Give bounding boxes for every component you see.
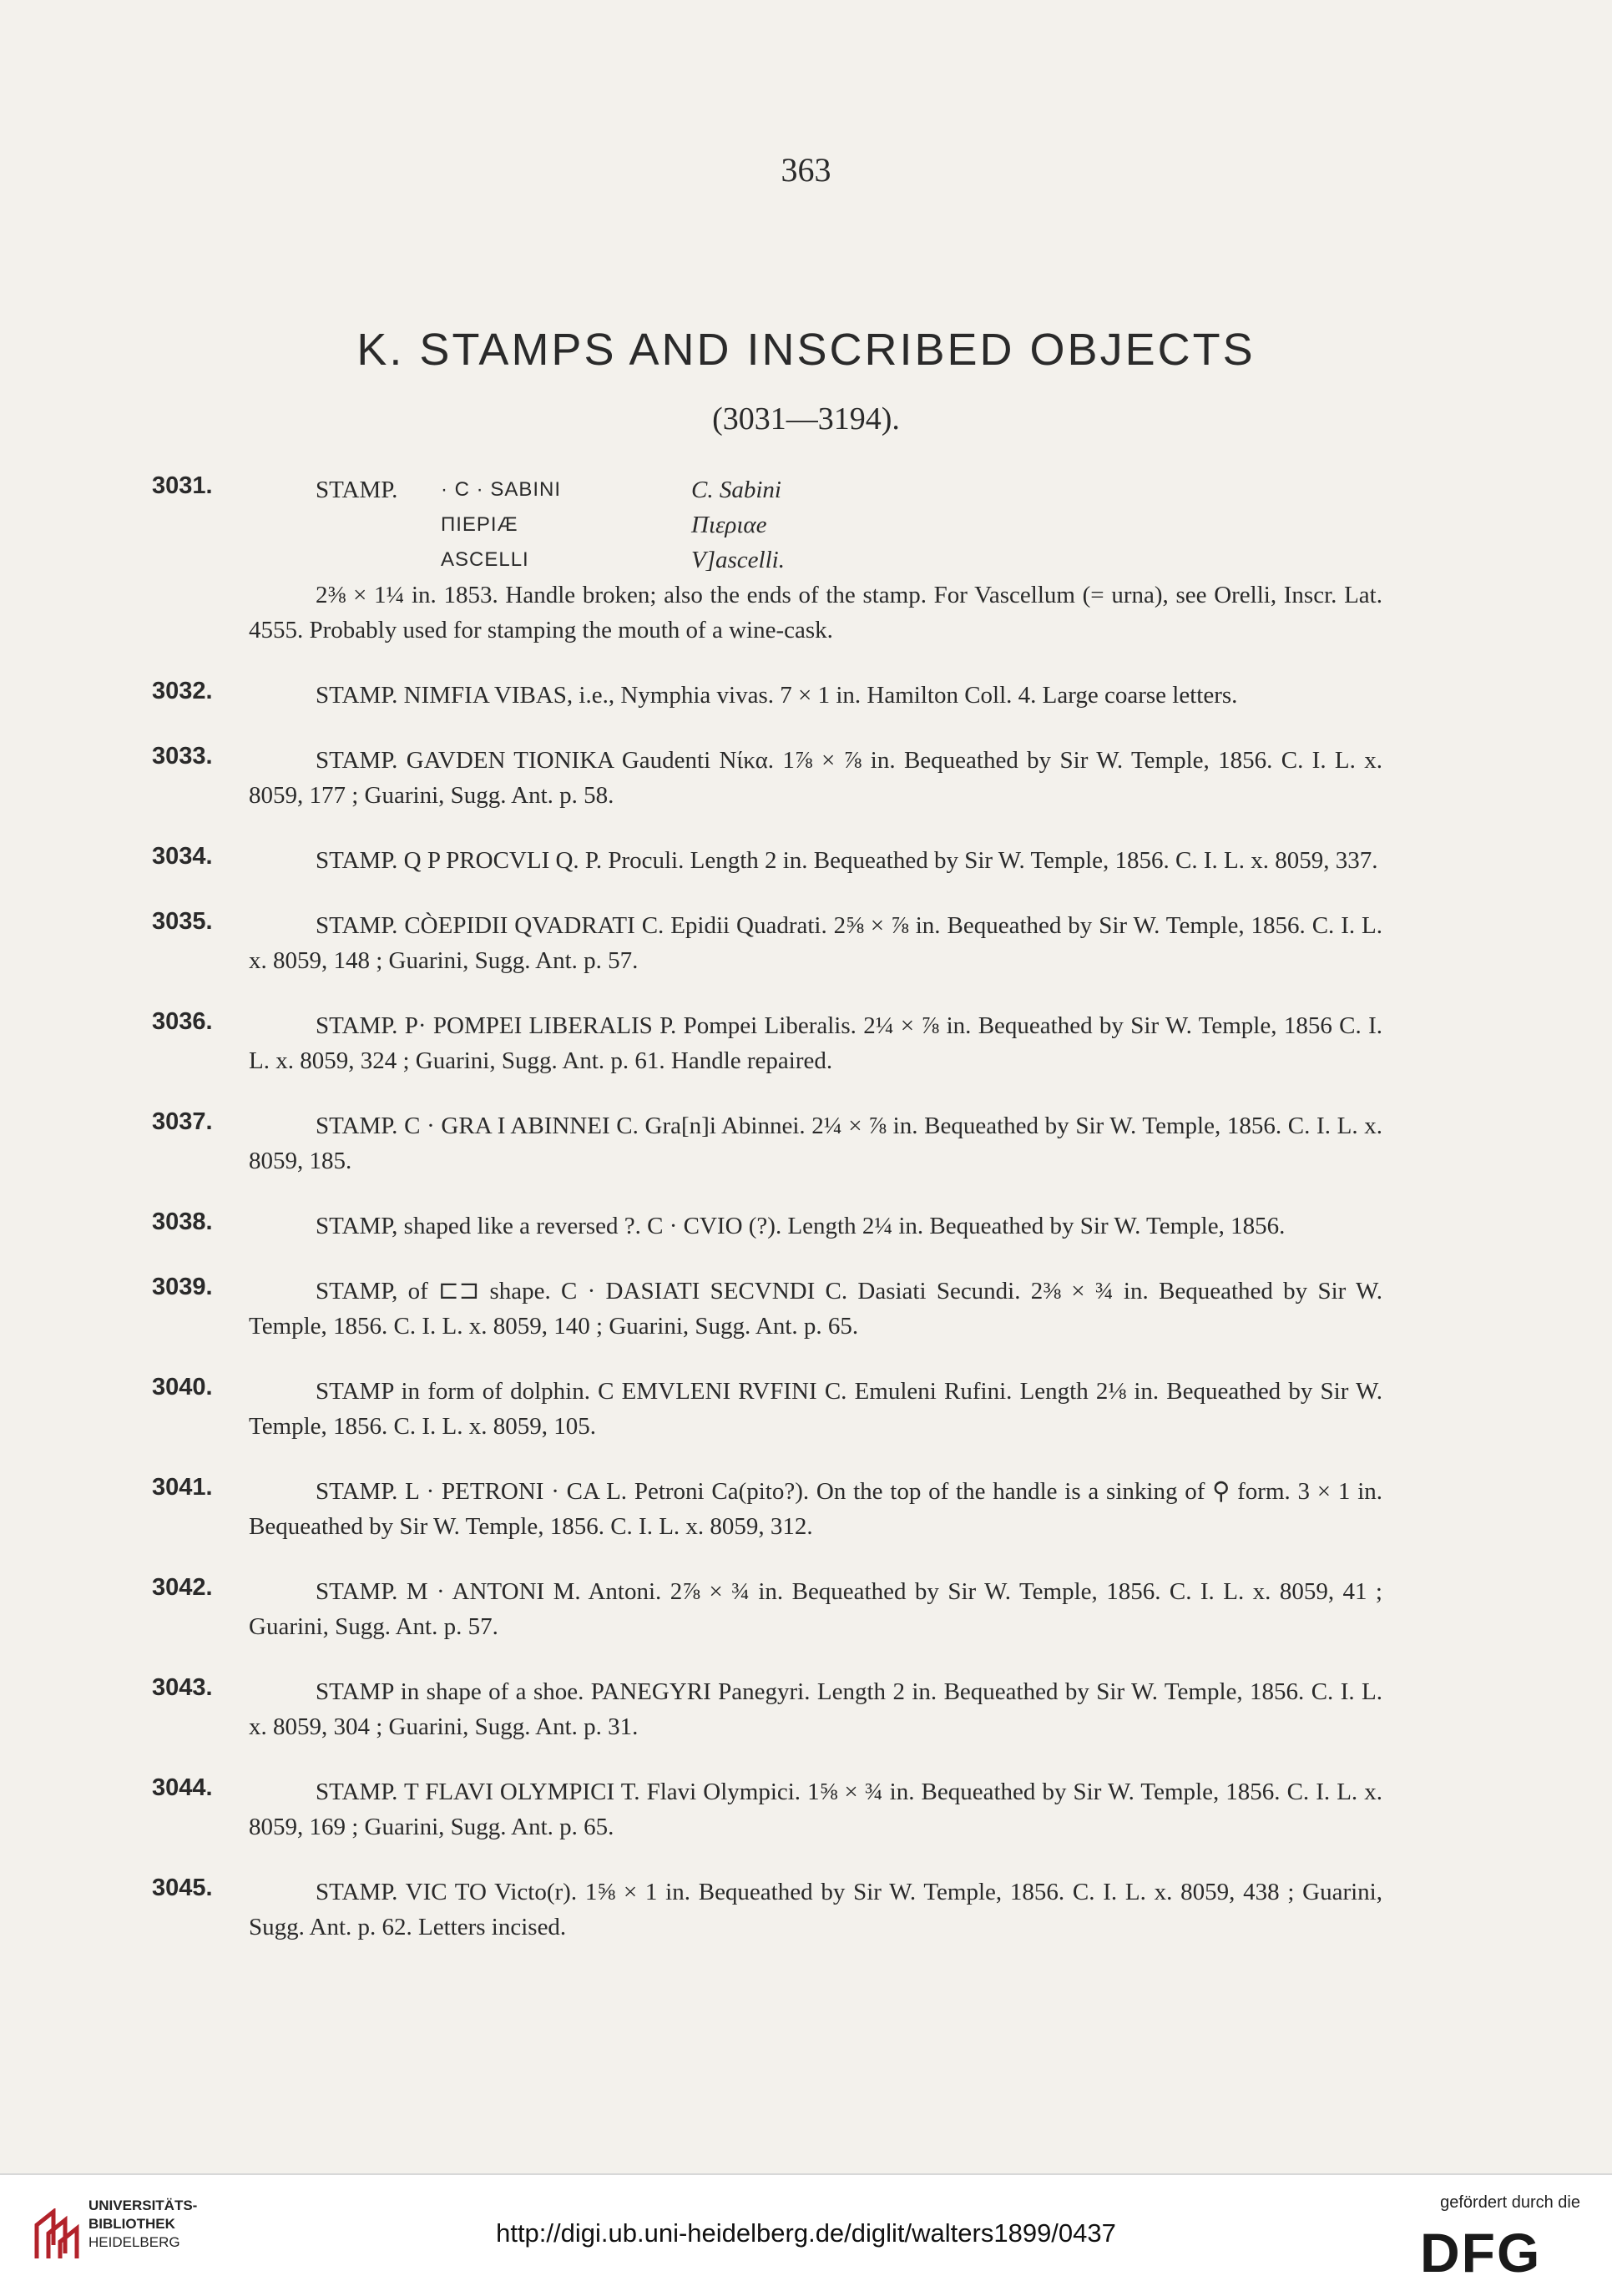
entry-text: STAMP. VIC TO Victo(r). 1⅝ × 1 in. Bequeathed by Sir W. Temple, 1856. C. I. L. x. 8059, 438 ; Guarini, Sugg. Ant. p. 62. Letters incised.	[249, 1879, 1382, 1940]
dfg-logo-text: DFG	[1420, 2222, 1542, 2280]
entry-text: STAMP. L · PETRONI · CA L. Petroni Ca(pito?). On the top of the handle is a sinking of ⚲ form. 3 × 1 in. Bequeathed by Sir W. Temple, 1856. C. I. L. x. 8059, 312.	[249, 1478, 1382, 1540]
library-name-line: UNIVERSITÄTS-	[88, 2198, 198, 2213]
entry-number: 3038.	[152, 1209, 213, 1235]
entry-text: STAMP. GAVDEN TIONIKA Gaudenti Nίκα. 1⅞ × ⅞ in. Bequeathed by Sir W. Temple, 1856. C. I. L. x. 8059, 177 ; Guarini, Sugg. Ant. p. 58.	[249, 747, 1382, 809]
entry-3044	[0, 1774, 1612, 1844]
stamp-inscription: ASCELLI	[441, 548, 529, 571]
stamp-reading: V]ascelli.	[691, 547, 785, 573]
entry-3038	[0, 1209, 1612, 1244]
entry-number: 3037.	[152, 1108, 213, 1135]
entry-3036	[0, 1008, 1612, 1078]
entry-text: STAMP. C · GRA I ABINNEI C. Gra[n]i Abinnei. 2¼ × ⅞ in. Bequeathed by Sir W. Temple, 1856. C. I. L. x. 8059, 185.	[249, 1113, 1382, 1174]
entry-3041	[0, 1474, 1612, 1544]
entry-number: 3033.	[152, 743, 213, 770]
entry-number: 3039.	[152, 1274, 213, 1300]
entry-number: 3036.	[152, 1008, 213, 1035]
library-name-line: BIBLIOTHEK	[88, 2216, 175, 2232]
entry-number: 3031.	[152, 472, 213, 499]
funded-by-label: gefördert durch die	[1440, 2193, 1580, 2212]
entry-text: STAMP. CÒEPIDII QVADRATI C. Epidii Quadrati. 2⅝ × ⅞ in. Bequeathed by Sir W. Temple, 1856. C. I. L. x. 8059, 148 ; Guarini, Sugg. Ant. p. 57.	[249, 912, 1382, 974]
entry-number: 3032.	[152, 678, 213, 704]
entry-number: 3045.	[152, 1875, 213, 1901]
entry-number: 3043.	[152, 1674, 213, 1701]
entry-number: 3044.	[152, 1774, 213, 1801]
stamp-label	[316, 507, 441, 542]
entry-number: 3034.	[152, 843, 213, 870]
entry-3045	[0, 1875, 1612, 1945]
entry-number: 3041.	[152, 1474, 213, 1501]
entry-note: 2⅜ × 1¼ in. 1853. Handle broken; also the ends of the stamp. For Vascellum (= urna), see Orelli, Inscr. Lat. 4555. Probably used for stamping the mouth of a wine-cask.	[249, 582, 1382, 643]
inscription-row	[316, 472, 785, 507]
stamp-label	[316, 542, 441, 578]
entry-text: STAMP. T FLAVI OLYMPICI T. Flavi Olympici. 1⅝ × ¾ in. Bequeathed by Sir W. Temple, 1856. C. I. L. x. 8059, 169 ; Guarini, Sugg. Ant. p. 65.	[249, 1779, 1382, 1840]
entry-3037	[0, 1108, 1612, 1178]
viewer-footer	[0, 2173, 1612, 2296]
entry-3043	[0, 1674, 1612, 1744]
entry-3035	[0, 908, 1612, 978]
stamp-inscription: · C · SABINI	[441, 478, 562, 501]
stamp-reading: C. Sabini	[691, 477, 781, 503]
entry-3033	[0, 743, 1612, 813]
entry-number: 3035.	[152, 908, 213, 935]
dfg-logo-icon	[1420, 2222, 1580, 2280]
entry-text: STAMP, shaped like a reversed ?. C · CVIO (?). Length 2¼ in. Bequeathed by Sir W. Temple, 1856.	[316, 1213, 1286, 1239]
entry-3040	[0, 1374, 1612, 1444]
entry-3034	[0, 843, 1612, 878]
entry-3039	[0, 1274, 1612, 1344]
entry-text: STAMP, of ⊏⊐ shape. C · DASIATI SECVNDI C. Dasiati Secundi. 2⅜ × ¾ in. Bequeathed by Sir W. Temple, 1856. C. I. L. x. 8059, 140 ; Guarini, Sugg. Ant. p. 65.	[249, 1278, 1382, 1340]
stamp-label: STAMP.	[316, 477, 398, 503]
entry-3042	[0, 1574, 1612, 1644]
catalogue-entries	[0, 472, 1612, 1975]
stamp-inscription: ПІЕРІÆ	[441, 513, 518, 536]
entry-text: STAMP in form of dolphin. C EMVLENI RVFINI C. Emuleni Rufini. Length 2⅛ in. Bequeathed by Sir W. Temple, 1856. C. I. L. x. 8059, 105.	[249, 1378, 1382, 1440]
stamp-reading: Πιεριαe	[691, 512, 767, 538]
entry-number: 3040.	[152, 1374, 213, 1400]
entry-text: STAMP. M · ANTONI M. Antoni. 2⅞ × ¾ in. Bequeathed by Sir W. Temple, 1856. C. I. L. x. 8059, 41 ; Guarini, Sugg. Ant. p. 57.	[249, 1578, 1382, 1640]
entry-text: STAMP in shape of a shoe. PANEGYRI Panegyri. Length 2 in. Bequeathed by Sir W. Temple, 1856. C. I. L. x. 8059, 304 ; Guarini, Sugg. Ant. p. 31.	[249, 1678, 1382, 1740]
entry-text: STAMP. Q P PROCVLI Q. P. Proculi. Length 2 in. Bequeathed by Sir W. Temple, 1856. C. I. L. x. 8059, 337.	[316, 847, 1378, 874]
entry-text: STAMP. P· POMPEI LIBERALIS P. Pompei Liberalis. 2¼ × ⅞ in. Bequeathed by Sir W. Temple, 1856 C. I. L. x. 8059, 324 ; Guarini, Sugg. Ant. p. 61. Handle repaired.	[249, 1012, 1382, 1074]
entry-number: 3042.	[152, 1574, 213, 1601]
entry-text: STAMP. NIMFIA VIBAS, i.e., Nymphia vivas. 7 × 1 in. Hamilton Coll. 4. Large coarse letters.	[316, 682, 1238, 709]
inscription-row	[316, 542, 785, 578]
inscription-row	[316, 507, 785, 542]
stamp-inscription-table	[316, 472, 785, 578]
section-title: K. STAMPS AND INSCRIBED OBJECTS	[356, 325, 1256, 375]
permalink-url[interactable]: http://digi.ub.uni-heidelberg.de/diglit/walters1899/0437	[496, 2218, 1116, 2248]
page-number: 363	[781, 151, 831, 189]
entry-3031	[0, 472, 1612, 648]
entry-3032	[0, 678, 1612, 713]
catalogue-range: (3031—3194).	[712, 401, 900, 436]
library-name-line: HEIDELBERG	[88, 2234, 180, 2250]
